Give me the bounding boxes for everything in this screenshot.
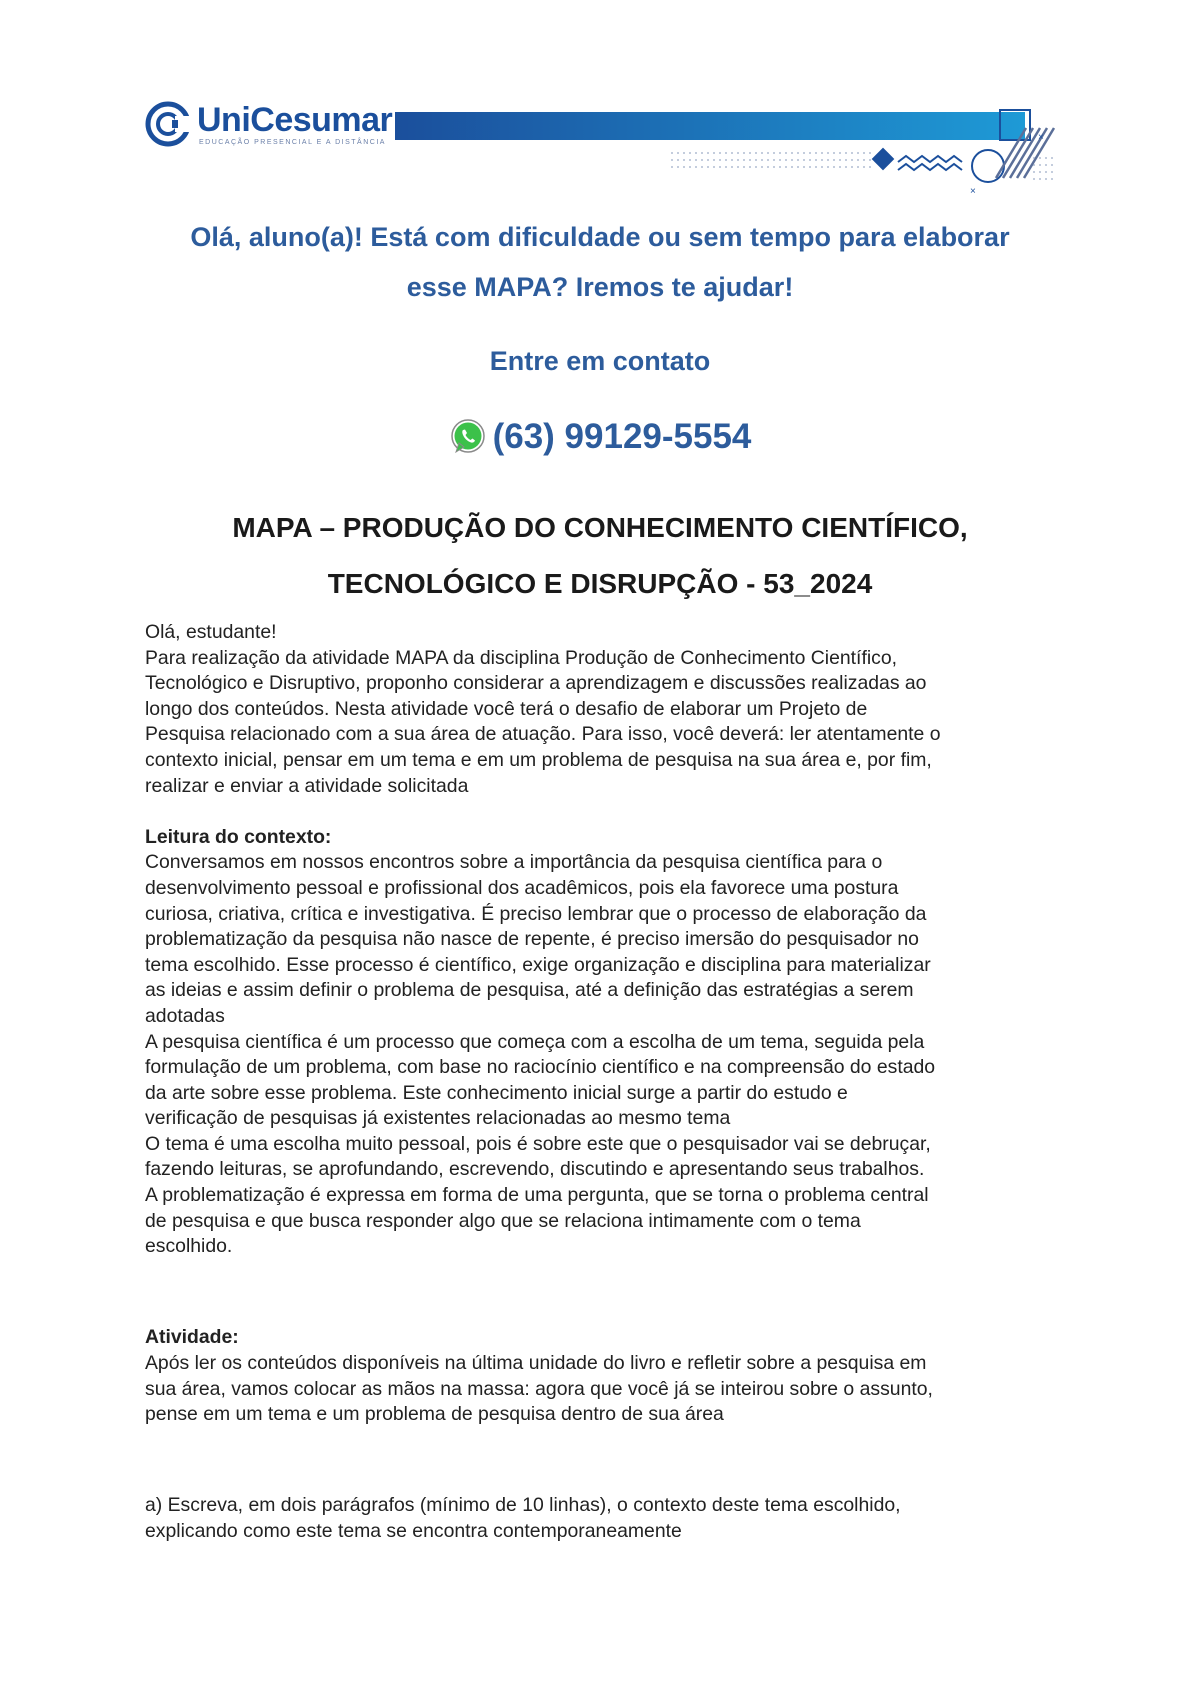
document-title-line-2: TECNOLÓGICO E DISRUPÇÃO - 53_2024 <box>327 568 873 599</box>
context-line: tema escolhido. Esse processo é científico, exige organização e disciplina para materializar <box>145 953 931 976</box>
document-title-line-1: MAPA – PRODUÇÃO DO CONHECIMENTO CIENTÍFICO, <box>232 512 968 543</box>
activity-item-a-line: explicando como este tema se encontra contemporaneamente <box>145 1520 682 1542</box>
context-line: A pesquisa científica é um processo que começa com a escolha de um tema, seguida pela <box>145 1030 925 1053</box>
context-line: da arte sobre esse problema. Este conhecimento inicial surge a partir do estudo e <box>145 1081 848 1104</box>
activity-line: sua área, vamos colocar as mãos na massa: agora que você já se inteirou sobre o assunto, <box>145 1377 933 1400</box>
header-decoration <box>670 108 1070 198</box>
context-line: Conversamos em nossos encontros sobre a importância da pesquisa científica para o <box>145 851 883 874</box>
intro-line: Para realização da atividade MAPA da disciplina Produção de Conhecimento Científico, <box>145 646 898 669</box>
context-line: de pesquisa e que busca responder algo que se relaciona intimamente com o tema <box>145 1209 861 1232</box>
context-line: A problematização é expressa em forma de uma pergunta, que se torna o problema central <box>145 1184 929 1207</box>
context-line: verificação de pesquisas já existentes relacionadas ao mesmo tema <box>145 1107 731 1130</box>
logo-name: UniCesumar <box>197 100 393 139</box>
context-line: fazendo leituras, se aprofundando, escrevendo, discutindo e apresentando seus trabalhos. <box>145 1158 925 1181</box>
activity-line: Após ler os conteúdos disponíveis na última unidade do livro e refletir sobre a pesquisa em <box>145 1352 927 1375</box>
context-line: problematização da pesquisa não nasce de repente, é preciso imersão do pesquisador no <box>145 928 919 951</box>
document-body <box>145 620 1075 1545</box>
context-line: curiosa, criativa, crítica e investigativa. É preciso lembrar que o processo de elaboração da <box>145 902 927 925</box>
intro-line: realizar e enviar a atividade solicitada <box>145 774 469 797</box>
context-line: adotadas <box>145 1004 225 1027</box>
context-line: escolhido. <box>145 1235 233 1258</box>
promo-line-2: esse MAPA? Iremos te ajudar! <box>406 272 794 302</box>
logo-tagline: EDUCAÇÃO PRESENCIAL E A DISTÂNCIA <box>199 138 386 146</box>
intro-section <box>145 620 1075 799</box>
svg-text:×: × <box>970 186 976 197</box>
intro-line: Tecnológico e Disruptivo, proponho considerar a aprendizagem e discussões realizadas ao <box>145 672 927 695</box>
unicesumar-logo-icon <box>145 101 191 147</box>
context-heading: Leitura do contexto: <box>145 825 332 848</box>
activity-line: pense em um tema e um problema de pesquisa dentro de sua área <box>145 1403 724 1426</box>
intro-line: contexto inicial, pensar em um tema e em um problema de pesquisa na sua área e, por fim, <box>145 748 932 771</box>
intro-line: Pesquisa relacionado com a sua área de atuação. Para isso, você deverá: ler atentamente o <box>145 723 941 746</box>
phone-number: (63) 99129-5554 <box>492 417 752 456</box>
context-line: O tema é uma escolha muito pessoal, pois é sobre este que o pesquisador vai se debruçar, <box>145 1132 931 1155</box>
context-line: formulação de um problema, com base no raciocínio científico e na compreensão do estado <box>145 1056 936 1079</box>
phone-contact[interactable] <box>0 417 1200 457</box>
context-section <box>145 825 1075 1260</box>
promo-line-1: Olá, aluno(a)! Está com dificuldade ou sem tempo para elaborar <box>190 222 1010 252</box>
intro-line: Olá, estudante! <box>145 621 277 643</box>
document-header <box>0 0 1200 200</box>
activity-heading: Atividade: <box>145 1326 239 1349</box>
svg-text:×: × <box>1038 132 1044 143</box>
context-line: desenvolvimento pessoal e profissional dos acadêmicos, pois ela favorece uma postura <box>145 876 899 899</box>
intro-line: longo dos conteúdos. Nesta atividade você terá o desafio de elaborar um Projeto de <box>145 697 868 720</box>
unicesumar-logo <box>145 100 392 148</box>
context-line: as ideias e assim definir o problema de pesquisa, até a definição das estratégias a serem <box>145 979 914 1002</box>
contact-heading: Entre em contato <box>489 346 711 376</box>
activity-section <box>145 1325 1075 1544</box>
whatsapp-icon <box>449 418 487 456</box>
activity-item-a-line: a) Escreva, em dois parágrafos (mínimo de 10 linhas), o contexto deste tema escolhido, <box>145 1494 901 1517</box>
